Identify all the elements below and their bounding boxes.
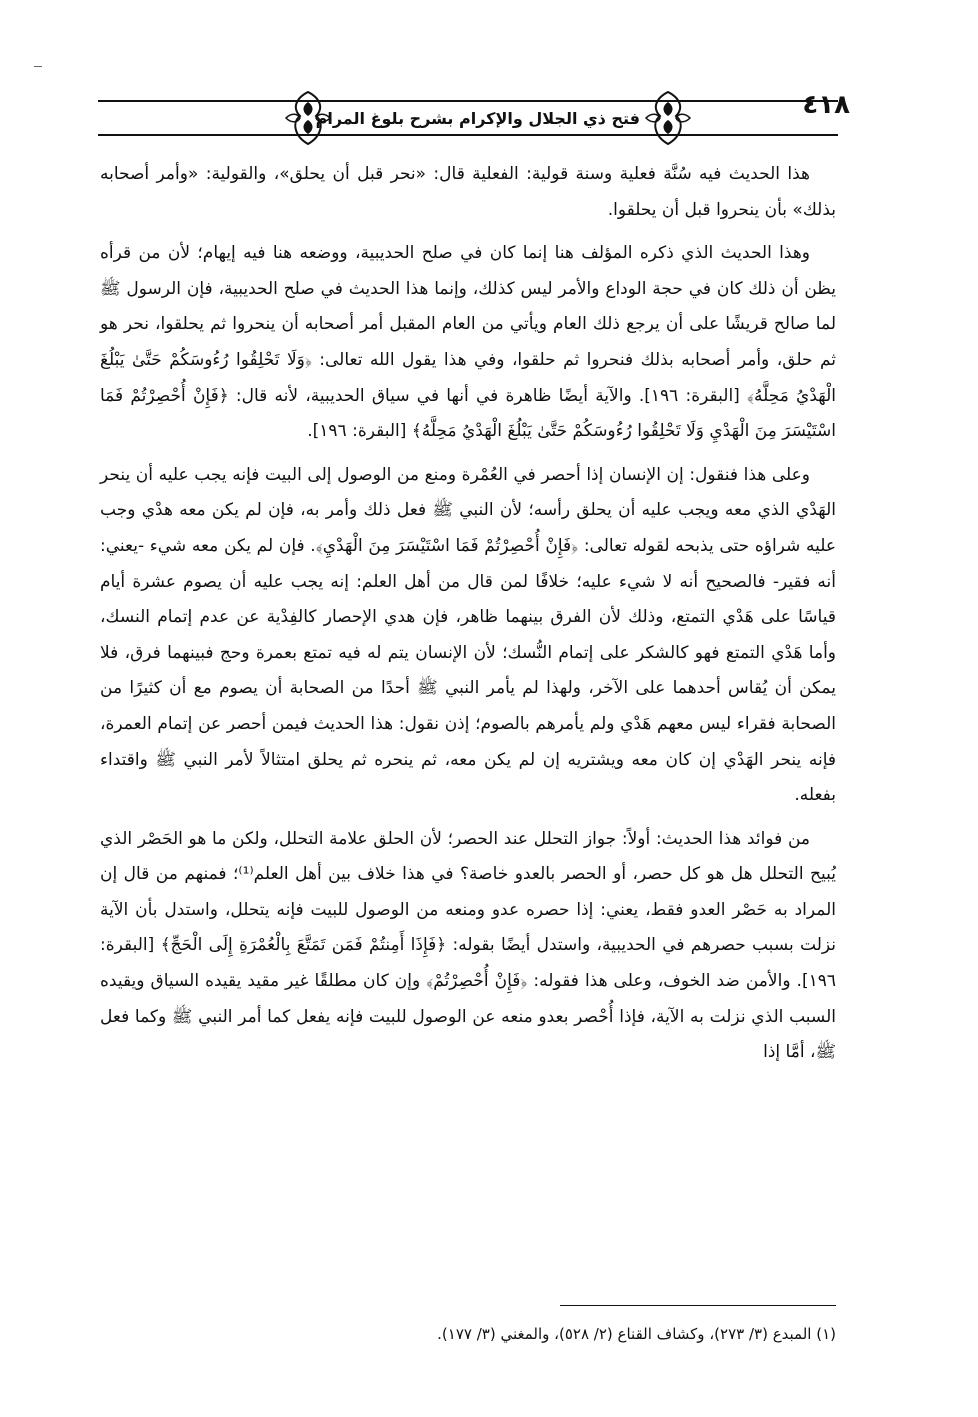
paragraph: من فوائد هذا الحديث: أولاً: جواز التحلل عند الحصر؛ لأن الحلق علامة التحلل، ولكن ما هو الحَصْر الذي يُبيح التحلل هل هو كل حصر، أو الحصر بالعدو خاصة؟ في هذا خلاف بين أهل العلم⁽¹⁾؛ فمنهم من قال إن المراد به حَصْر العدو فقط، يعني: إذا حصره عدو ومنعه من الوصول للبيت فإنه يتحلل، واستدل بأن الآية نزلت بسبب حصرهم في الحديبية، واستدل أيضًا بقوله: ﴿فَإِذَا أَمِنتُمْ فَمَن تَمَتَّعَ بِالْعُمْرَةِ إِلَى الْحَجِّ﴾ [البقرة: ١٩٦]. والأمن ضد الخوف، وعلى هذا فقوله: ﴿فَإِنْ أُحْصِرْتُمْ﴾ وإن كان مطلقًا غير مقيد يقيده السياق ويقيده السبب الذي نزلت به الآية، فإذا أُحْصر بعدو منعه عن الوصول للبيت فإنه يفعل كما أمر النبي ﷺ وكما فعل ﷺ، أمَّا إذا — [100, 828, 836, 1063]
book-title: فتح ذي الجلال والإكرام بشرح بلوغ المرام — [315, 109, 640, 128]
scan-mark — [34, 66, 42, 67]
footnote: (١) المبدع (٣/ ٢٧٣)، وكشاف القناع (٢/ ٥٢٨)، والمغني (٣/ ١٧٧). — [437, 1325, 836, 1343]
header-rule-top — [98, 100, 838, 102]
footnote-divider — [560, 1305, 836, 1306]
paragraph: هذا الحديث فيه سُنَّة فعلية وسنة قولية: الفعلية قال: «نحر قبل أن يحلق»، والقولية: «وأمر أصحابه بذلك» بأن ينحروا قبل أن يحلقوا. — [100, 164, 836, 220]
paragraph: وعلى هذا فنقول: إن الإنسان إذا أحصر في العُمْرة ومنع من الوصول إلى البيت فإنه يجب عليه أن ينحر الهَدْي الذي معه ويجب عليه أن يحلق رأسه؛ لأن النبي ﷺ فعل ذلك وأمر به، فإن لم يكن معه هدْي وجب عليه شراؤه حتى يذبحه لقوله تعالى: ﴿فَإِنْ أُحْصِرْتُمْ فَمَا اسْتَيْسَرَ مِنَ الْهَدْيِ﴾. فإن لم يكن معه شيء -يعني: أنه فقير- فالصحيح أنه لا شيء عليه؛ خلافًا لمن قال من أهل العلم: إنه يجب عليه أن يصوم عشرة أيام قياسًا على هَدْي التمتع، وذلك لأن الفرق بينهما ظاهر، فإن هدي الإحصار كالفِدْية عن عدم إتمام النسك، وأما هَدْي التمتع فهو كالشكر على إتمام النُّسك؛ لأن الإنسان يتم له فيه تمتع بعمرة وحج فبينهما فرق، فلا يمكن أن يُقاس أحدهما على الآخر، ولهذا لم يأمر النبي ﷺ أحدًا من الصحابة أن يصوم مع أن كثيرًا من الصحابة فقراء ليس معهم هَدْي ولم يأمرهم بالصوم؛ إذن نقول: هذا الحديث فيمن أحصر عن إتمام العمرة، فإنه ينحر الهَدْي إن كان معه ويشتريه إن لم يكن معه، ثم ينحره ثم يحلق امتثالاً لأمر النبي ﷺ واقتداء بفعله. — [100, 464, 836, 806]
main-text — [100, 157, 836, 1079]
page-number: ٤١٨ — [802, 90, 850, 120]
right-ornament-icon — [642, 88, 694, 148]
paragraph: وهذا الحديث الذي ذكره المؤلف هنا إنما كان في صلح الحديبية، ووضعه هنا فيه إيهام؛ لأن من قرأه يظن أن ذلك كان في حجة الوداع والأمر ليس كذلك، وإنما هذا الحديث في صلح الحديبية، فإن الرسول ﷺ لما صالح قريشًا على أن يرجع ذلك العام ويأتي من العام المقبل أمر أصحابه أن ينحروا ثم يحلقوا، نحر هو ثم حلق، وأمر أصحابه بذلك فنحروا ثم حلقوا، وفي هذا يقول الله تعالى: ﴿وَلَا تَحْلِقُوا رُءُوسَكُمْ حَتَّىٰ يَبْلُغَ الْهَدْيُ مَحِلَّهُ﴾ [البقرة: ١٩٦]. والآية أيضًا ظاهرة في أنها في سياق الحديبية، لأنه قال: ﴿فَإِنْ أُحْصِرْتُمْ فَمَا اسْتَيْسَرَ مِنَ الْهَدْيِ وَلَا تَحْلِقُوا رُءُوسَكُمْ حَتَّىٰ يَبْلُغَ الْهَدْيُ مَحِلَّهُ﴾ [البقرة: ١٩٦]. — [100, 243, 836, 442]
header-rule-bottom — [98, 134, 838, 136]
